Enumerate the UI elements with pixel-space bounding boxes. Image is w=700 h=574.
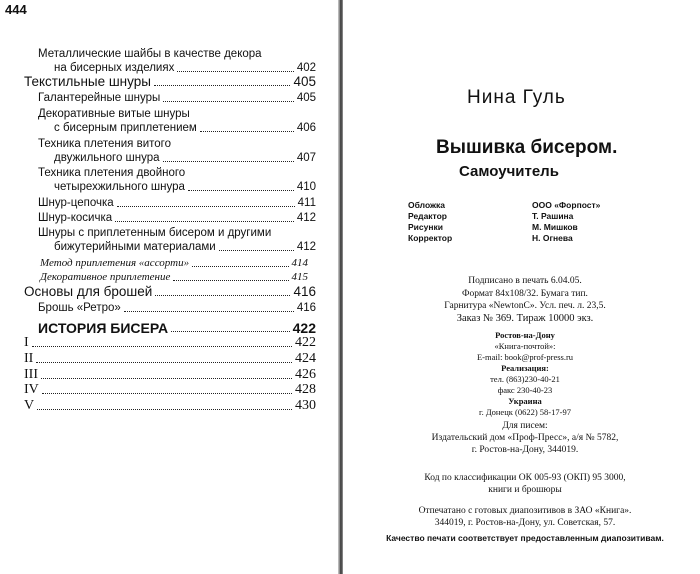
toc-entry-page: 422	[292, 320, 316, 336]
distribution-shop: «Книга-почтой»:	[494, 341, 556, 351]
distribution-fax: факс 230-40-23	[497, 385, 553, 395]
toc-leader-dots	[163, 101, 294, 102]
toc-entry	[24, 352, 316, 366]
toc-leader-dots	[37, 409, 292, 410]
imprint-format: Формат 84х108/32. Бумага тип.	[462, 289, 588, 299]
toc-entry-page: 407	[296, 152, 316, 164]
printed-address: 344019, г. Ростов-на-Дону, ул. Советская, 57.	[434, 518, 616, 528]
toc-leader-dots	[200, 131, 294, 132]
toc-leader-dots	[41, 378, 292, 379]
toc-entry-page: 422	[295, 335, 316, 350]
toc-entry-line: Металлические шайбы в качестве декора	[38, 48, 262, 60]
book-title: Вышивка бисером.	[436, 137, 618, 158]
toc-leader-dots	[124, 311, 294, 312]
toc-entry-title: III	[24, 367, 38, 382]
toc-entry-page: 405	[296, 92, 316, 104]
distribution-donetsk: г. Донецк (0622) 58-17-97	[479, 407, 571, 417]
toc-entry-title: I	[24, 335, 29, 350]
toc-entry-title: с бисерным приплетением	[54, 122, 197, 134]
toc-leader-dots	[188, 190, 294, 191]
toc-entry-title: Метод приплетения «ассорти»	[40, 257, 190, 269]
credit-name: М. Мишков	[532, 222, 578, 232]
toc-leader-dots	[117, 206, 295, 207]
credit-role: Обложка	[408, 200, 446, 210]
toc-entry-title: IV	[24, 382, 39, 397]
imprint-typeface: Гарнитура «NewtonC». Усл. печ. л. 23,5.	[444, 301, 606, 311]
imprint-order: Заказ № 369. Тираж 10000 экз.	[456, 313, 594, 324]
toc-entry-line: Декоративные витые шнуры	[38, 108, 190, 120]
toc-entry-title: Галантерейные шнуры	[38, 92, 161, 104]
credit-role: Редактор	[408, 211, 447, 221]
toc-entry-line: Техника плетения витого	[38, 138, 172, 150]
letters-label: Для писем:	[502, 421, 548, 431]
toc-leader-dots	[173, 280, 288, 281]
toc-entry	[38, 301, 316, 315]
credit-row	[408, 211, 668, 222]
toc-entry	[54, 61, 316, 75]
toc-entry-title: Брошь «Ретро»	[38, 302, 121, 314]
toc-leader-dots	[163, 161, 294, 162]
toc-entry-title: бижутерийными материалами	[54, 241, 216, 253]
distribution-phone: тел. (863)230-40-21	[490, 374, 560, 384]
toc-entry-title: V	[24, 398, 35, 413]
toc-entry	[54, 180, 316, 194]
toc-entry	[54, 121, 316, 135]
toc-entry	[24, 368, 316, 382]
toc-entry-page: 405	[293, 74, 316, 89]
credit-name: Н. Огнева	[532, 233, 573, 243]
letters-city: г. Ростов-на-Дону, 344019.	[471, 445, 579, 455]
toc-entry-title: двужильного шнура	[54, 152, 160, 164]
toc-entry-page: 412	[296, 241, 316, 253]
toc-entry-page: 416	[296, 302, 316, 314]
toc-entry-page: 416	[293, 284, 316, 299]
toc-leader-dots	[115, 221, 294, 222]
distribution-country: Украина	[508, 396, 542, 406]
toc-entry	[54, 240, 316, 254]
credit-role: Корректор	[408, 233, 453, 243]
toc-entry-page: 428	[295, 382, 316, 397]
toc-entry-title: Декоративное приплетение	[40, 271, 171, 283]
author-name: Нина Гуль	[467, 87, 566, 108]
toc-entry-page: 430	[295, 398, 316, 413]
toc-entry	[24, 75, 316, 89]
toc-entry-page: 410	[296, 181, 316, 193]
credit-name: Т. Рашина	[532, 211, 574, 221]
toc-leader-dots	[177, 71, 293, 72]
toc-entry-title: на бисерных изделиях	[54, 62, 175, 74]
classification-code: Код по классификации ОК 005-93 (ОКП) 95 3000,	[424, 473, 626, 483]
toc-leader-dots	[36, 362, 292, 363]
toc-entry-line: Шнуры с приплетенным бисером и другими	[38, 227, 272, 239]
toc-entry-page: 411	[297, 197, 316, 209]
distribution-email: E-mail: book@prof-press.ru	[476, 352, 574, 362]
credit-row	[408, 200, 668, 211]
letters-address: Издательский дом «Проф-Пресс», а/я № 5782,	[431, 433, 619, 443]
toc-entry	[40, 270, 308, 284]
toc-entry	[24, 336, 316, 350]
toc-leader-dots	[32, 346, 292, 347]
credit-row	[408, 233, 668, 244]
toc-entry-title: Текстильные шнуры	[24, 74, 151, 89]
toc-entry-page: 406	[296, 122, 316, 134]
printed-by: Отпечатано с готовых диапозитивов в ЗАО «Книга».	[418, 506, 632, 516]
toc-entry-line: Техника плетения двойного	[38, 167, 186, 179]
toc-entry	[38, 91, 316, 105]
toc-entry	[38, 196, 316, 210]
toc-entry-page: 402	[296, 62, 316, 74]
page-number: 444	[5, 2, 27, 17]
toc-entry-title: Основы для брошей	[24, 284, 153, 299]
left-page	[0, 0, 340, 574]
imprint-signed: Подписано в печать 6.04.05.	[468, 276, 582, 286]
toc-entry-page: 415	[291, 271, 308, 283]
toc-entry-title: Шнур-косичка	[38, 212, 113, 224]
distribution-sales: Реализация:	[501, 363, 549, 373]
toc-entry-page: 426	[295, 367, 316, 382]
toc-entry	[40, 256, 308, 270]
toc-entry	[24, 383, 316, 397]
toc-entry	[24, 285, 316, 299]
classification-type: книги и брошюры	[488, 485, 562, 495]
toc-entry	[54, 151, 316, 165]
toc-leader-dots	[154, 85, 291, 86]
toc-entry-page: 414	[291, 257, 308, 269]
toc-entry-title: четырехжильного шнура	[54, 181, 185, 193]
toc-entry-title: II	[24, 351, 34, 366]
toc-entry-page: 424	[295, 351, 316, 366]
distribution-city: Ростов-на-Дону	[495, 330, 555, 340]
toc-entry-title: Шнур-цепочка	[38, 197, 114, 209]
toc-leader-dots	[219, 250, 294, 251]
credit-role: Рисунки	[408, 222, 443, 232]
quality-note: Качество печати соответствует предоставленным диапозитивам.	[386, 533, 664, 543]
toc-entry-page: 412	[296, 212, 316, 224]
toc-leader-dots	[155, 295, 290, 296]
toc-entry-title: ИСТОРИЯ БИСЕРА	[38, 320, 169, 336]
credit-name: ООО «Форпост»	[532, 200, 601, 210]
toc-leader-dots	[192, 266, 288, 267]
toc-leader-dots	[171, 331, 290, 332]
toc-entry	[24, 399, 316, 413]
toc-leader-dots	[42, 393, 292, 394]
credit-row	[408, 222, 668, 233]
book-subtitle: Самоучитель	[459, 163, 559, 180]
toc-section-heading	[38, 321, 316, 335]
toc-entry	[38, 211, 316, 225]
